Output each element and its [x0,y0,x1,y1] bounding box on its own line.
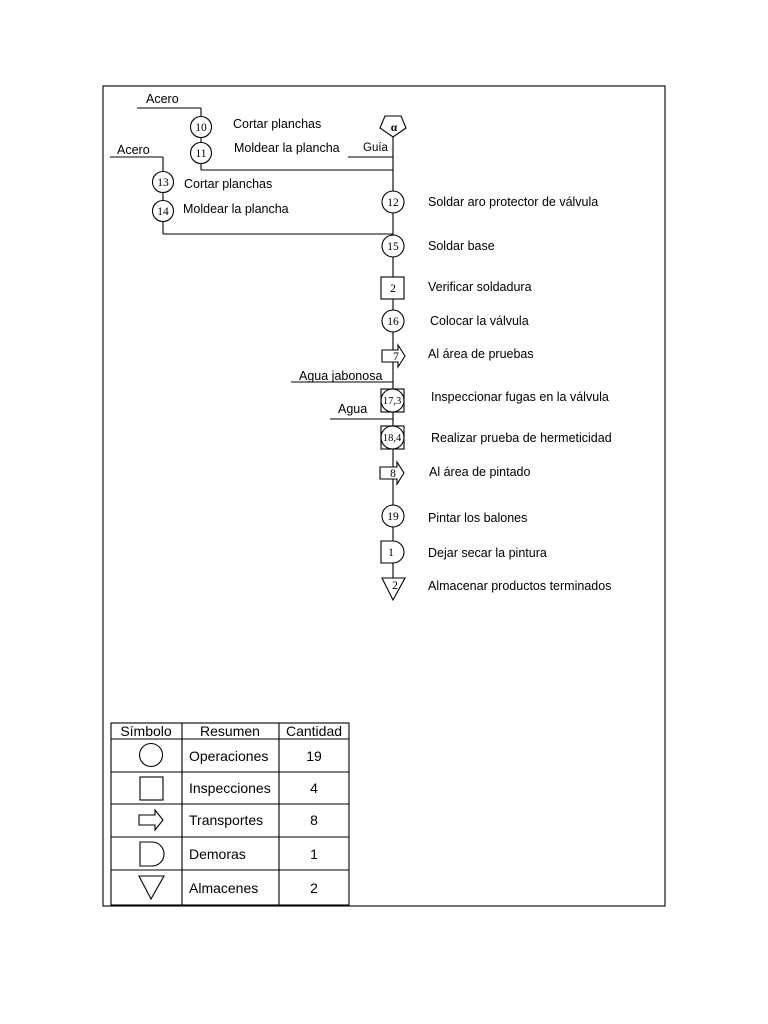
delay-1-label: Dejar secar la pintura [428,546,547,560]
operation-12-label: Soldar aro protector de válvula [428,195,599,209]
operation-15-number: 15 [387,241,399,253]
operation-13-label: Cortar planchas [184,177,273,191]
summary-label-inspecciones: Inspecciones [189,780,271,796]
operation-19-label: Pintar los balones [428,511,528,525]
d-shape-icon [140,842,164,866]
arrow-icon [139,810,163,830]
input-label-guia: Guía [363,142,388,154]
combined-17-3-label: Inspeccionar fugas en la válvula [431,390,609,404]
operation-14-number: 14 [157,206,169,218]
input-label-agua: Agua [338,402,368,416]
operation-11-label: Moldear la plancha [234,141,340,155]
summary-count-demoras: 1 [310,846,318,862]
delay-1-number: 1 [388,547,394,559]
transport-7-number: 7 [393,351,399,363]
square-icon [140,777,163,800]
operation-14-label: Moldear la plancha [183,202,289,216]
transport-8-number: 8 [390,468,396,480]
storage-2-number: 2 [392,580,398,592]
combined-18-4-number: 18,4 [382,433,402,444]
summary-table [111,723,349,905]
operation-19-number: 19 [387,511,399,523]
table-header-resumen: Resumen [200,723,260,739]
circle-icon [140,744,163,767]
summary-count-inspecciones: 4 [310,780,318,796]
combined-18-4-label: Realizar prueba de hermeticidad [431,431,612,445]
start-symbol-label: α [390,122,398,134]
operation-10-number: 10 [195,122,207,134]
operation-12-number: 12 [387,197,399,209]
input-label-acero-left: Acero [117,143,150,157]
summary-label-demoras: Demoras [189,846,246,862]
summary-count-transportes: 8 [310,812,318,828]
operation-10-label: Cortar planchas [233,117,322,131]
operation-13-number: 13 [157,177,169,189]
inspection-2-label: Verificar soldadura [428,280,532,294]
operation-16-label: Colocar la válvula [430,314,529,328]
transport-8-label: Al área de pintado [429,465,531,479]
inspection-2-number: 2 [390,283,396,295]
table-header-cantidad: Cantidad [285,723,343,739]
operation-11-number: 11 [195,148,207,160]
summary-count-operaciones: 19 [306,748,322,764]
input-label-agua-jabonosa: Agua jabonosa [299,369,383,383]
input-label-acero-top: Acero [146,92,179,106]
storage-2-label: Almacenar productos terminados [428,579,612,593]
summary-label-almacenes: Almacenes [189,880,259,896]
triangle-icon [139,876,164,899]
operation-16-number: 16 [387,316,399,328]
operation-15-label: Soldar base [428,239,495,253]
transport-7-label: Al área de pruebas [428,347,534,361]
table-header-simbolo: Símbolo [120,723,172,739]
combined-17-3-number: 17,3 [382,396,402,407]
summary-label-transportes: Transportes [189,812,264,828]
summary-label-operaciones: Operaciones [189,748,269,764]
summary-count-almacenes: 2 [310,880,318,896]
